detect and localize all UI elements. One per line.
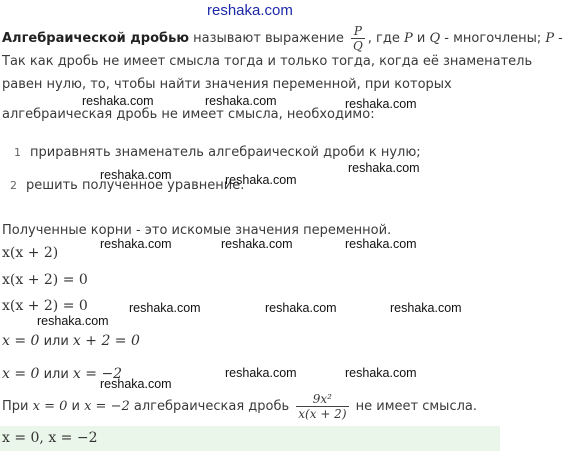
definition-text-a: называют выражение	[188, 31, 348, 46]
watermark: reshaka.com	[37, 314, 109, 328]
step-text-1: приравнять знаменатель алгебраической дроби к нулю;	[30, 145, 421, 160]
math-line-4	[2, 333, 140, 349]
watermark: reshaka.com	[345, 237, 417, 251]
math-line-5-or: или	[39, 367, 73, 382]
definition-line-2: Так как дробь не имеет смысла тогда и только тогда, когда её знаменатель	[2, 54, 533, 69]
watermark: reshaka.com	[225, 173, 297, 187]
watermark: reshaka.com	[390, 301, 462, 315]
definition-text-c: - многочлены;	[440, 31, 546, 46]
watermark: reshaka.com	[129, 301, 201, 315]
math-line-1: x(x + 2)	[2, 245, 59, 261]
watermark: reshaka.com	[265, 301, 337, 315]
conclusion-pre: При	[2, 399, 33, 414]
math-line-4-a: x = 0	[2, 333, 40, 349]
math-line-5-a: x = 0	[2, 366, 40, 382]
watermark: reshaka.com	[221, 237, 293, 251]
conclusion-fraction-numerator: 9x²	[312, 391, 332, 406]
answer: x = 0, x = −2	[2, 430, 98, 446]
conclusion-mid: алгебраическая дробь	[129, 399, 294, 414]
definition-text-b: , где	[367, 31, 405, 46]
conclusion-and: и	[67, 399, 85, 414]
conclusion-line	[2, 390, 477, 424]
conclusion-fraction-denominator: x(x + 2)	[298, 406, 347, 421]
step-number-1: 1	[14, 146, 21, 159]
watermark: reshaka.com	[205, 94, 277, 108]
fraction-p-over-q	[351, 24, 365, 53]
watermark-top: reshaka.com	[207, 2, 293, 19]
watermark: reshaka.com	[225, 366, 297, 380]
watermark: reshaka.com	[345, 97, 417, 111]
math-line-4-b: x + 2 = 0	[72, 333, 140, 349]
fraction-denominator: Q	[352, 39, 363, 53]
conclusion-fraction	[296, 392, 348, 422]
conclusion-x2: x = −2	[84, 399, 130, 414]
math-line-4-or: или	[39, 334, 73, 349]
var-q: Q	[429, 31, 441, 46]
math-line-5-b: x = −2	[72, 366, 123, 382]
math-line-2: x(x + 2) = 0	[2, 272, 88, 288]
math-line-3: x(x + 2) = 0	[2, 298, 88, 314]
definition-line-3: равен нулю, то, чтобы найти значения переменной, при которых	[2, 77, 452, 92]
fraction-numerator: P	[353, 24, 362, 38]
definition-line-4: алгебраическая дробь не имеет смысла, необходимо:	[2, 107, 375, 122]
watermark: reshaka.com	[100, 168, 172, 182]
watermark: reshaka.com	[348, 161, 420, 175]
watermark: reshaka.com	[100, 377, 172, 391]
watermark: reshaka.com	[345, 366, 417, 380]
step-text-2: решить полученное уравнение.	[26, 178, 245, 193]
conclusion-post: не имеет смысла.	[351, 399, 477, 414]
watermark: reshaka.com	[82, 94, 154, 108]
definition-line-end: P -	[545, 31, 563, 46]
watermark: reshaka.com	[100, 237, 172, 251]
definition-term: Алгебраической дробью	[2, 31, 189, 46]
definition-and: и	[412, 31, 430, 46]
step-number-2: 2	[10, 179, 17, 192]
definition-line-1	[2, 24, 563, 53]
var-p: P	[404, 31, 413, 46]
roots-text: Полученные корни - это искомые значения переменной.	[2, 223, 392, 238]
conclusion-x0: x = 0	[32, 399, 68, 414]
